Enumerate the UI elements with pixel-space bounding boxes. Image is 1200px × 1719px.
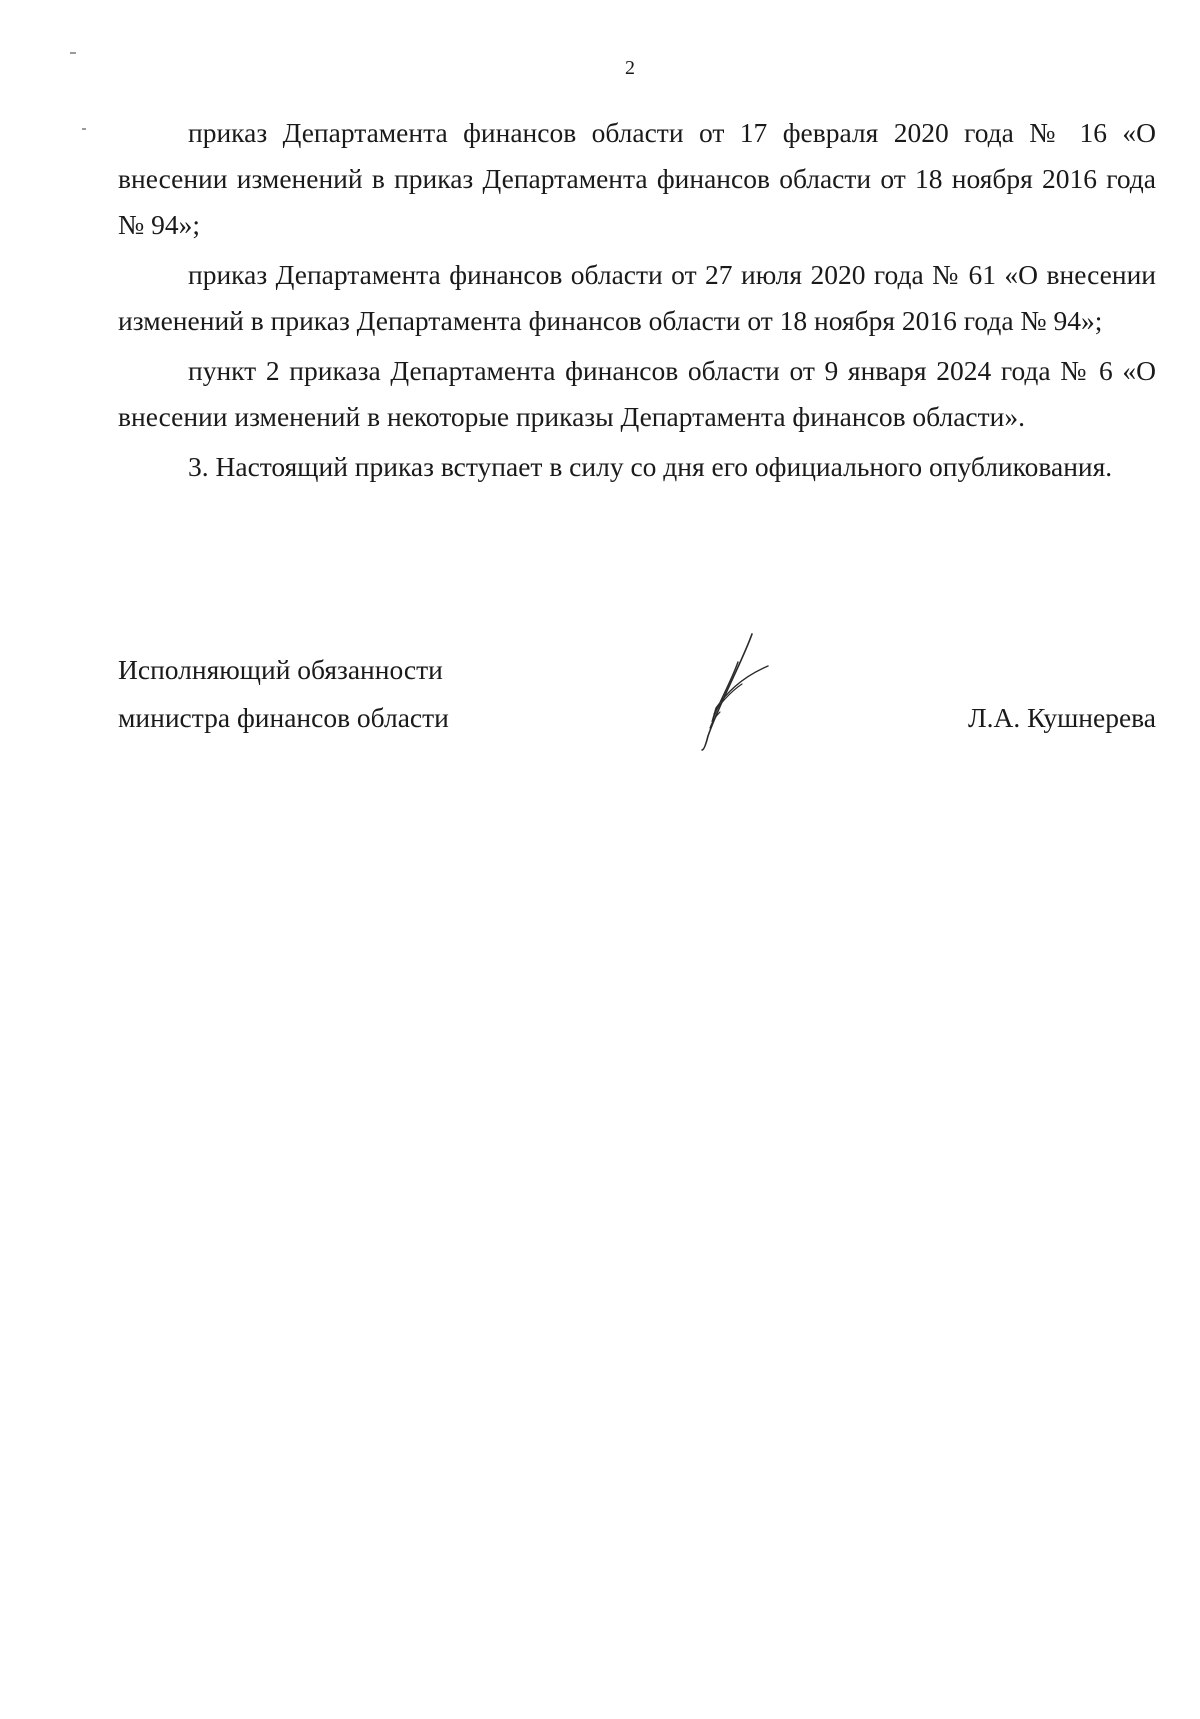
scan-artifact-side	[82, 128, 86, 130]
signatory-position-line2: министра финансов области	[118, 702, 449, 733]
paragraph-effective-date: 3. Настоящий приказ вступает в силу со дня его официального опубликования.	[188, 451, 1113, 482]
paragraph-order-61: приказ Департамента финансов области от 27 июля 2020 года № 61 «О внесении изменений в приказ Департамента финансов области от 18 ноября 2016 года № 94»;	[118, 259, 1156, 336]
paragraph-order-6: пункт 2 приказа Департамента финансов области от 9 января 2024 года № 6 «О внесении изменений в некоторые приказы Департамента финансов области».	[118, 355, 1156, 432]
signatory-position-line1: Исполняющий обязанности	[118, 654, 443, 685]
paragraph-order-16: приказ Департамента финансов области от 17 февраля 2020 года № 16 «О внесении изменений в приказ Департамента финансов области от 18 ноября 2016 года № 94»;	[118, 117, 1156, 240]
page-number: 2	[625, 57, 635, 79]
document-body	[118, 110, 1156, 494]
scan-artifact-top	[70, 52, 76, 54]
handwritten-signature	[690, 632, 780, 752]
signatory-position	[118, 646, 449, 742]
signatory-name: Л.А. Кушнерева	[967, 702, 1156, 733]
